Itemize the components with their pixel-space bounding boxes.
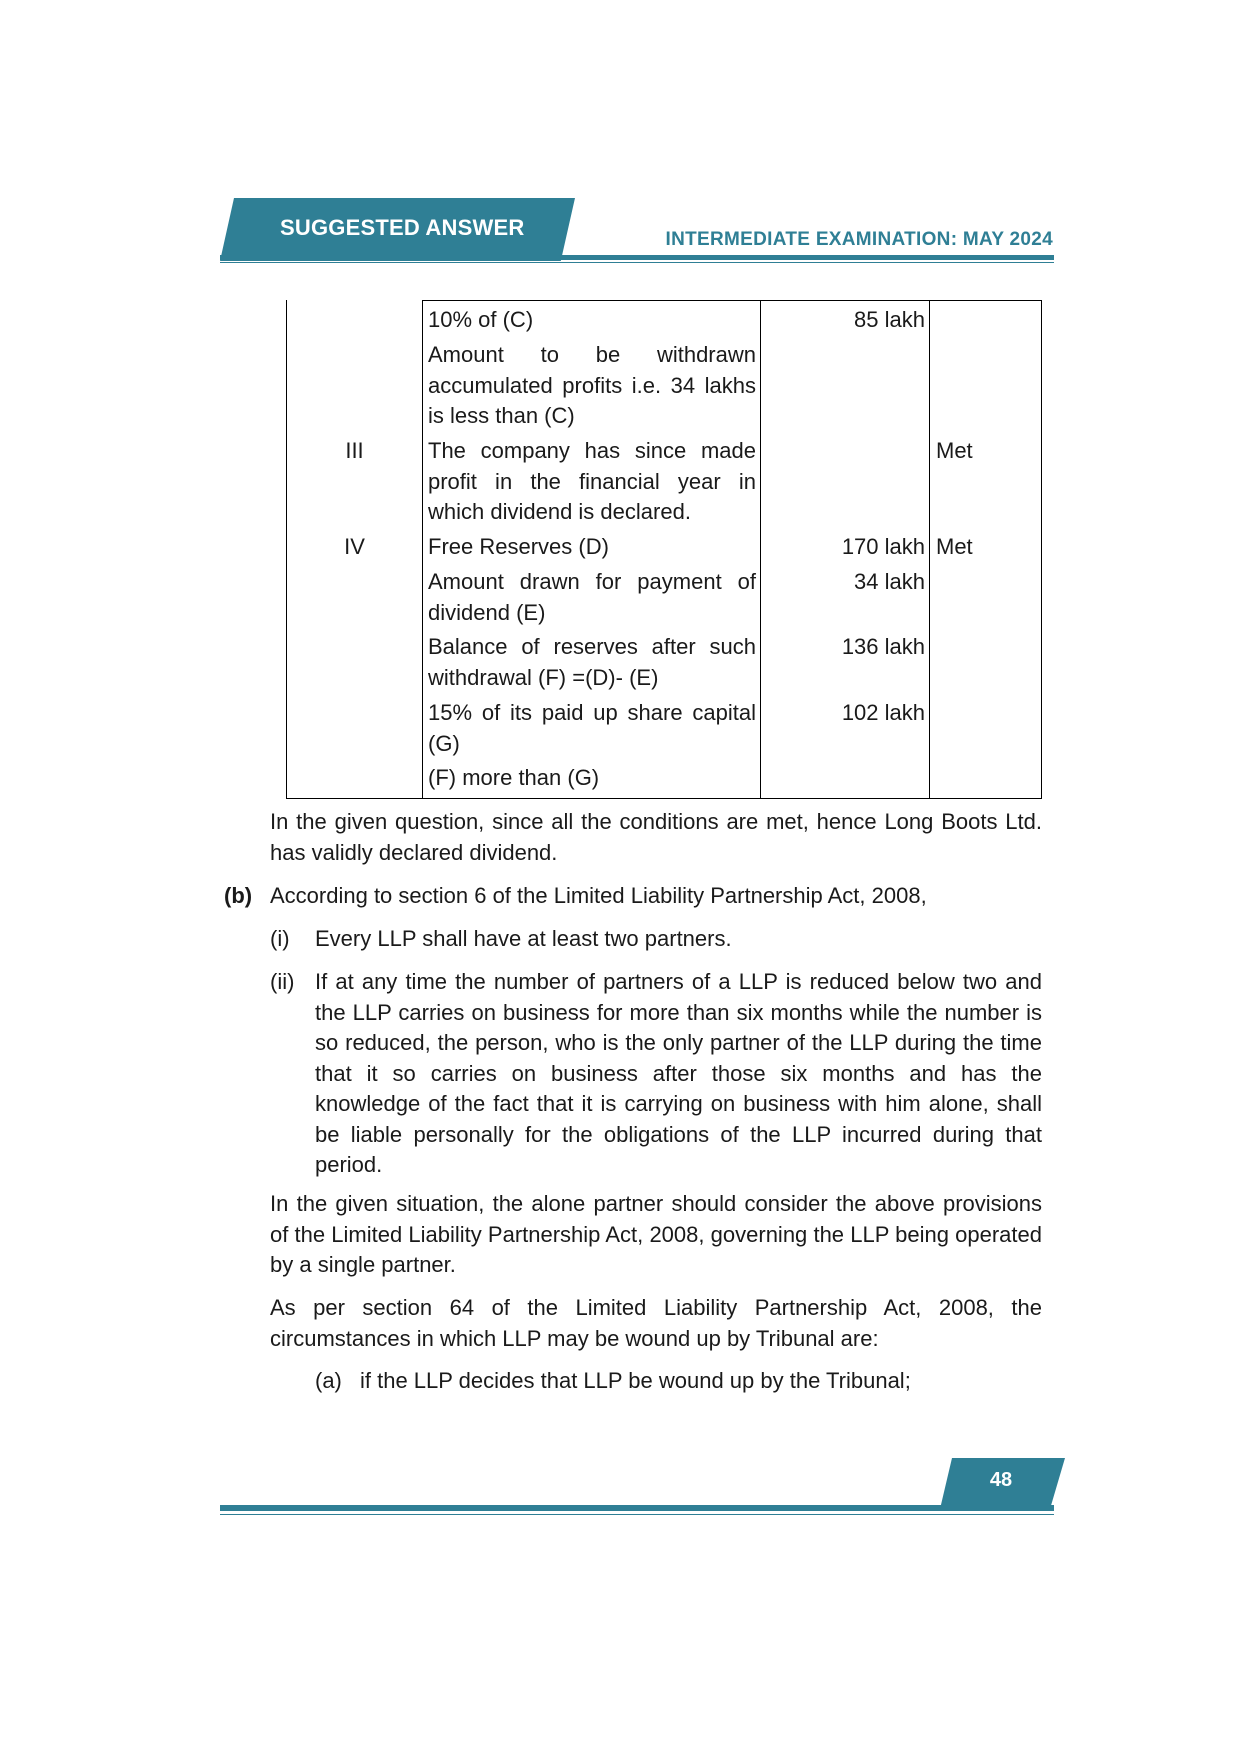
table-cell-amount: 136 lakh (841, 634, 925, 659)
table-cell-desc: Amount to be withdrawn accumulated profits i.e. 34 lakhs is less than (C) (428, 342, 756, 428)
sub-a-text: if the LLP decides that LLP be wound up by the Tribunal; (360, 1368, 911, 1393)
conclusion-paragraph: In the given question, since all the conditions are met, hence Long Boots Ltd. has validly declared dividend. (270, 809, 1042, 865)
table-cell-desc: Amount drawn for payment of dividend (E) (428, 569, 756, 625)
item-ii-text: If at any time the number of partners of a LLP is reduced below two and the LLP carries on business for more than six months while the number is so reduced, the person, who is the only partner of the LLP during the time that it so carries on business after those six months and has the knowledge of the fact that it is carrying on business with him alone, shall be liable personally for the obligations of the LLP incurred during that period. (315, 969, 1042, 1177)
table-cell-desc: 15% of its paid up share capital (G) (428, 700, 756, 756)
table-top-border (422, 300, 1042, 301)
table-cell-amount: 102 lakh (841, 700, 925, 725)
page-number: 48 (989, 1469, 1013, 1491)
table-cell-desc: The company has since made profit in the financial year in which dividend is declared. (428, 438, 756, 524)
header-rule-thin (220, 262, 1054, 263)
table-cell-amount: 170 lakh (841, 534, 925, 559)
table-cell-no: III (345, 438, 364, 463)
part-b-intro: According to section 6 of the Limited Liability Partnership Act, 2008, (270, 883, 927, 908)
item-i-marker: (i) (270, 926, 290, 951)
table-cell-desc: (F) more than (G) (428, 765, 600, 790)
footer-rule-thin (220, 1514, 1054, 1515)
conditions-table (286, 300, 1042, 799)
footer-rule (220, 1505, 1054, 1511)
table-border-right (1041, 300, 1042, 799)
header-rule (220, 255, 1054, 260)
item-ii-marker: (ii) (270, 969, 295, 994)
header-tab-label: SUGGESTED ANSWER (280, 215, 525, 240)
part-b-marker: (b) (224, 883, 253, 908)
table-cell-desc: Balance of reserves after such withdrawal (F) =(D)- (E) (428, 634, 756, 690)
table-cell-desc: 10% of (C) (428, 307, 534, 332)
item-i-text: Every LLP shall have at least two partners. (315, 926, 732, 951)
exam-title: INTERMEDIATE EXAMINATION: MAY 2024 (665, 229, 1053, 250)
table-cell-status: Met (936, 438, 973, 463)
table-cell-status: Met (936, 534, 973, 559)
situation-paragraph: In the given situation, the alone partner should consider the above provisions of the Limited Liability Partnership Act, 2008, governing the LLP being operated by a single partner. (270, 1191, 1042, 1277)
table-cell-amount: 85 lakh (854, 307, 925, 332)
table-bottom-border (286, 798, 1042, 799)
sub-a-marker: (a) (315, 1368, 342, 1393)
table-col-divider (929, 300, 930, 799)
table-cell-desc: Free Reserves (D) (428, 534, 609, 559)
table-cell-amount: 34 lakh (854, 569, 925, 594)
table-cell-no: IV (344, 534, 365, 559)
section64-paragraph: As per section 64 of the Limited Liability Partnership Act, 2008, the circumstances in which LLP may be wound up by Tribunal are: (270, 1295, 1042, 1351)
